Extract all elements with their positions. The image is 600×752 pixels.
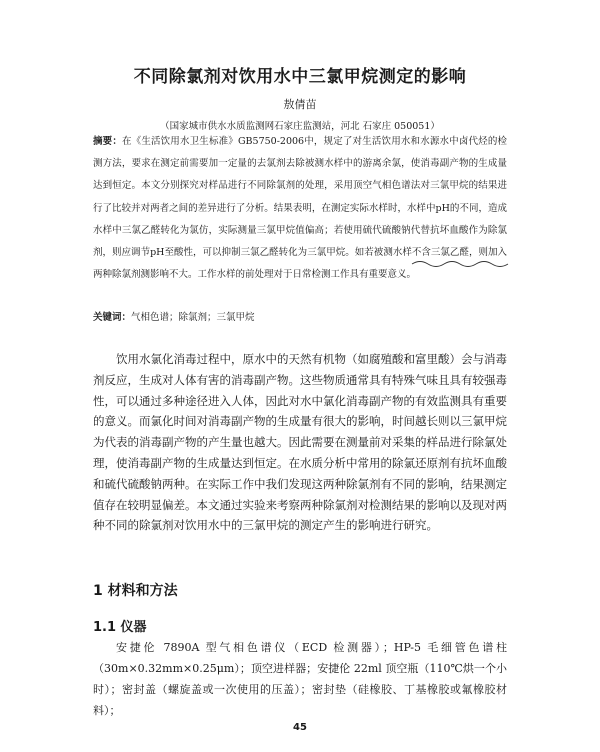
page-number: 45 — [293, 722, 307, 733]
keywords — [93, 310, 507, 326]
abstract-text: 在《生活饮用水卫生标准》GB5750-2006中，规定了对生活饮用水和水源水中卤代烃的检测方法，要求在测定前需要加一定量的去氯剂去除被测水样中的游离余氯，使消毒副产物的生成量达到恒定。本文分别探究对样品进行不同除氯剂的处理，采用顶空气相色谱法对三氯甲烷的结果进行了比较并对两者之间的差异进行了分析。结果表明，在测定实际水样时，水样中pH的不同，造成水样中三氯乙醛转化为氯仿，实际测量三氯甲烷值偏高；若使用硫代硫酸钠代替抗坏血酸作为除氯剂，则应调节pH至酸性，可以抑制三氯乙醛转化为三氯甲烷。如若被测水样不含三氯乙醛，则加入两种除氯剂测影响不大。工作水样的前处理对于日常检测工作具有重要意义。 — [93, 136, 507, 281]
keywords-text: 气相色谱；除氯剂；三氯甲烷 — [131, 312, 255, 323]
subsection-heading-instruments: 1.1 仪器 — [93, 620, 147, 635]
paper-title: 不同除氯剂对饮用水中三氯甲烷测定的影响 — [133, 67, 467, 87]
keywords-label: 关键词： — [93, 312, 132, 323]
abstract-label: 摘要： — [93, 136, 122, 147]
intro-paragraph: 饮用水氯化消毒过程中，原水中的天然有机物（如腐殖酸和富里酸）会与消毒剂反应，生成对人体有害的消毒副产物。这些物质通常具有特殊气味且具有较强毒性，可以通过多种途径进入人体，因此对水中氯化消毒副产物的有效监测具有重要的意义。而氯化时间对消毒副产物的生成量有很大的影响，时间越长则以三氯甲烷为代表的消毒副产物的产生量也越大。因此需要在测量前对采集的样品进行除氯处理，使消毒副产物的生成量达到恒定。在水质分析中常用的除氯还原剂有抗坏血酸和硫代硫酸钠两种。在实际工作中我们发现这两种除氯剂有不同的影响，结果测定值存在较明显偏差。本文通过实验来考察两种除氯剂对检测结果的影响以及现对两种不同的除氯剂对饮用水中的三氯甲烷的测定产生的影响进行研究。 — [93, 352, 507, 533]
section-heading-materials-methods: 1 材料和方法 — [93, 583, 178, 599]
author-affiliation: （国家城市供水水质监测网石家庄监测站，河北 石家庄 050051） — [160, 121, 440, 132]
instruments-paragraph: 安捷伦 7890A 型气相色谱仪（ECD 检测器）；HP-5 毛细管色谱柱（30m×0.32mm×0.25μm）；顶空进样器；安捷伦 22ml 顶空瓶（110℃烘一个小时）；密封盖（螺旋盖或一次使用的压盖）；密封垫（硅橡胶、丁基橡胶或氟橡胶材料）； — [93, 641, 507, 717]
author-name: 敖倩苗 — [283, 98, 317, 111]
handwritten-underline-mark — [410, 258, 510, 270]
